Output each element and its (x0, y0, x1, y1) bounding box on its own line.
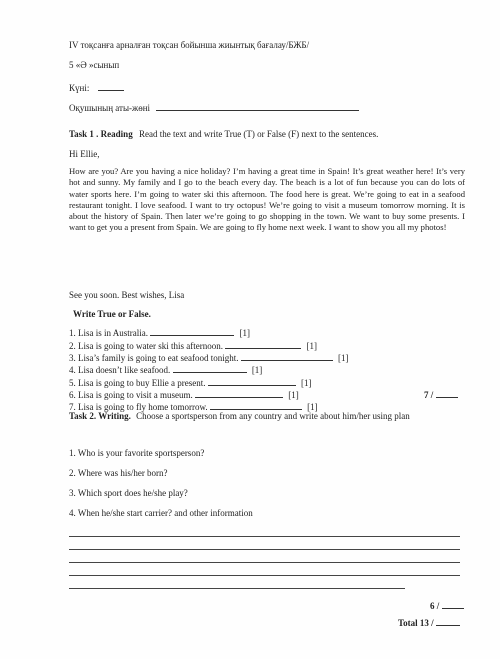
date-row (69, 82, 124, 94)
writing-line-2[interactable] (69, 549, 460, 550)
writing-line-3[interactable] (69, 562, 460, 563)
answer-blank-7[interactable] (210, 401, 302, 410)
total-score-blank[interactable] (436, 617, 460, 626)
statement-1: 1. Lisa is in Australia. [1] (69, 328, 250, 338)
task1-title: Task 1 . Reading (69, 129, 133, 139)
statement-3: 3. Lisa’s family is going to eat seafood tonight. [1] (69, 353, 349, 363)
date-label: Күні: (69, 83, 90, 93)
answer-blank-5[interactable] (208, 377, 296, 386)
statement-7: 7. Lisa is going to fly home tomorrow. [1] (69, 402, 318, 412)
answer-blank-3[interactable] (241, 352, 333, 361)
letter-signoff: See you soon. Best wishes, Lisa (69, 290, 185, 300)
task2-instruction: Choose a sportsperson from any country and write about him/her using plan (136, 411, 410, 421)
answer-blank-6[interactable] (195, 389, 283, 398)
plan-question-3: 3. Which sport does he/she play? (69, 488, 188, 498)
statement-5: 5. Lisa is going to buy Ellie a present. [1] (69, 378, 312, 388)
name-row (69, 102, 359, 114)
header-title: IV тоқсанға арналған тоқсан бойынша жиынтық бағалау/БЖБ/ (69, 40, 310, 50)
total-score: Total 13 / (398, 617, 460, 629)
answer-blank-2[interactable] (225, 340, 301, 349)
answer-blank-4[interactable] (173, 364, 247, 373)
letter-greeting: Hi Ellie, (69, 149, 100, 159)
task2-heading (69, 411, 410, 422)
task2-title: Task 2. Writing. (69, 411, 131, 421)
statement-2: 2. Lisa is going to water ski this afternoon. [1] (69, 341, 317, 351)
writing-line-5[interactable] (69, 588, 405, 589)
date-blank[interactable] (98, 82, 124, 91)
student-name-label: Оқушының аты-жөні (69, 103, 151, 113)
plan-question-2: 2. Where was his/her born? (69, 468, 168, 478)
task1-heading (69, 129, 378, 140)
true-false-heading: Write True or False. (73, 309, 151, 319)
writing-line-1[interactable] (69, 536, 460, 537)
task1-instruction: Read the text and write True (T) or False (F) next to the sentences. (138, 129, 379, 139)
statement-4: 4. Lisa doesn’t like seafood. [1] (69, 365, 263, 375)
letter-body: How are you? Are you having a nice holiday? I’m having a great time in Spain! It’s great weather here! It’s very hot and sunny. My family and I go to the beach every day. The beach is a lot of fun because you can do lots of water sports here. I’m going to water ski this afternoon. The food here is great. We’re going to eat in a seafood restaurant tonight. I love seafood. I want to try octopus! We’re going to visit a museum tomorrow morning. It is about the history of Spain. Then later we’re going to go shopping in the town. We want to buy some presents. I want to get you a present from Spain. We are going to fly home next week. I want to show you all my photos! (69, 166, 465, 233)
statement-6: 6. Lisa is going to visit a museum. [1] (69, 390, 299, 400)
task1-score-blank[interactable] (436, 389, 458, 398)
class-label: 5 «Ә »сынып (69, 60, 120, 70)
task2-score: 6 / (430, 600, 464, 612)
task1-score: 7 / (424, 389, 458, 401)
answer-blank-1[interactable] (150, 327, 234, 336)
student-name-blank[interactable] (156, 102, 359, 111)
task2-score-blank[interactable] (442, 600, 464, 609)
plan-question-1: 1. Who is your favorite sportsperson? (69, 448, 205, 458)
writing-line-4[interactable] (69, 575, 460, 576)
plan-question-4: 4. When he/she start carrier? and other information (69, 508, 253, 518)
